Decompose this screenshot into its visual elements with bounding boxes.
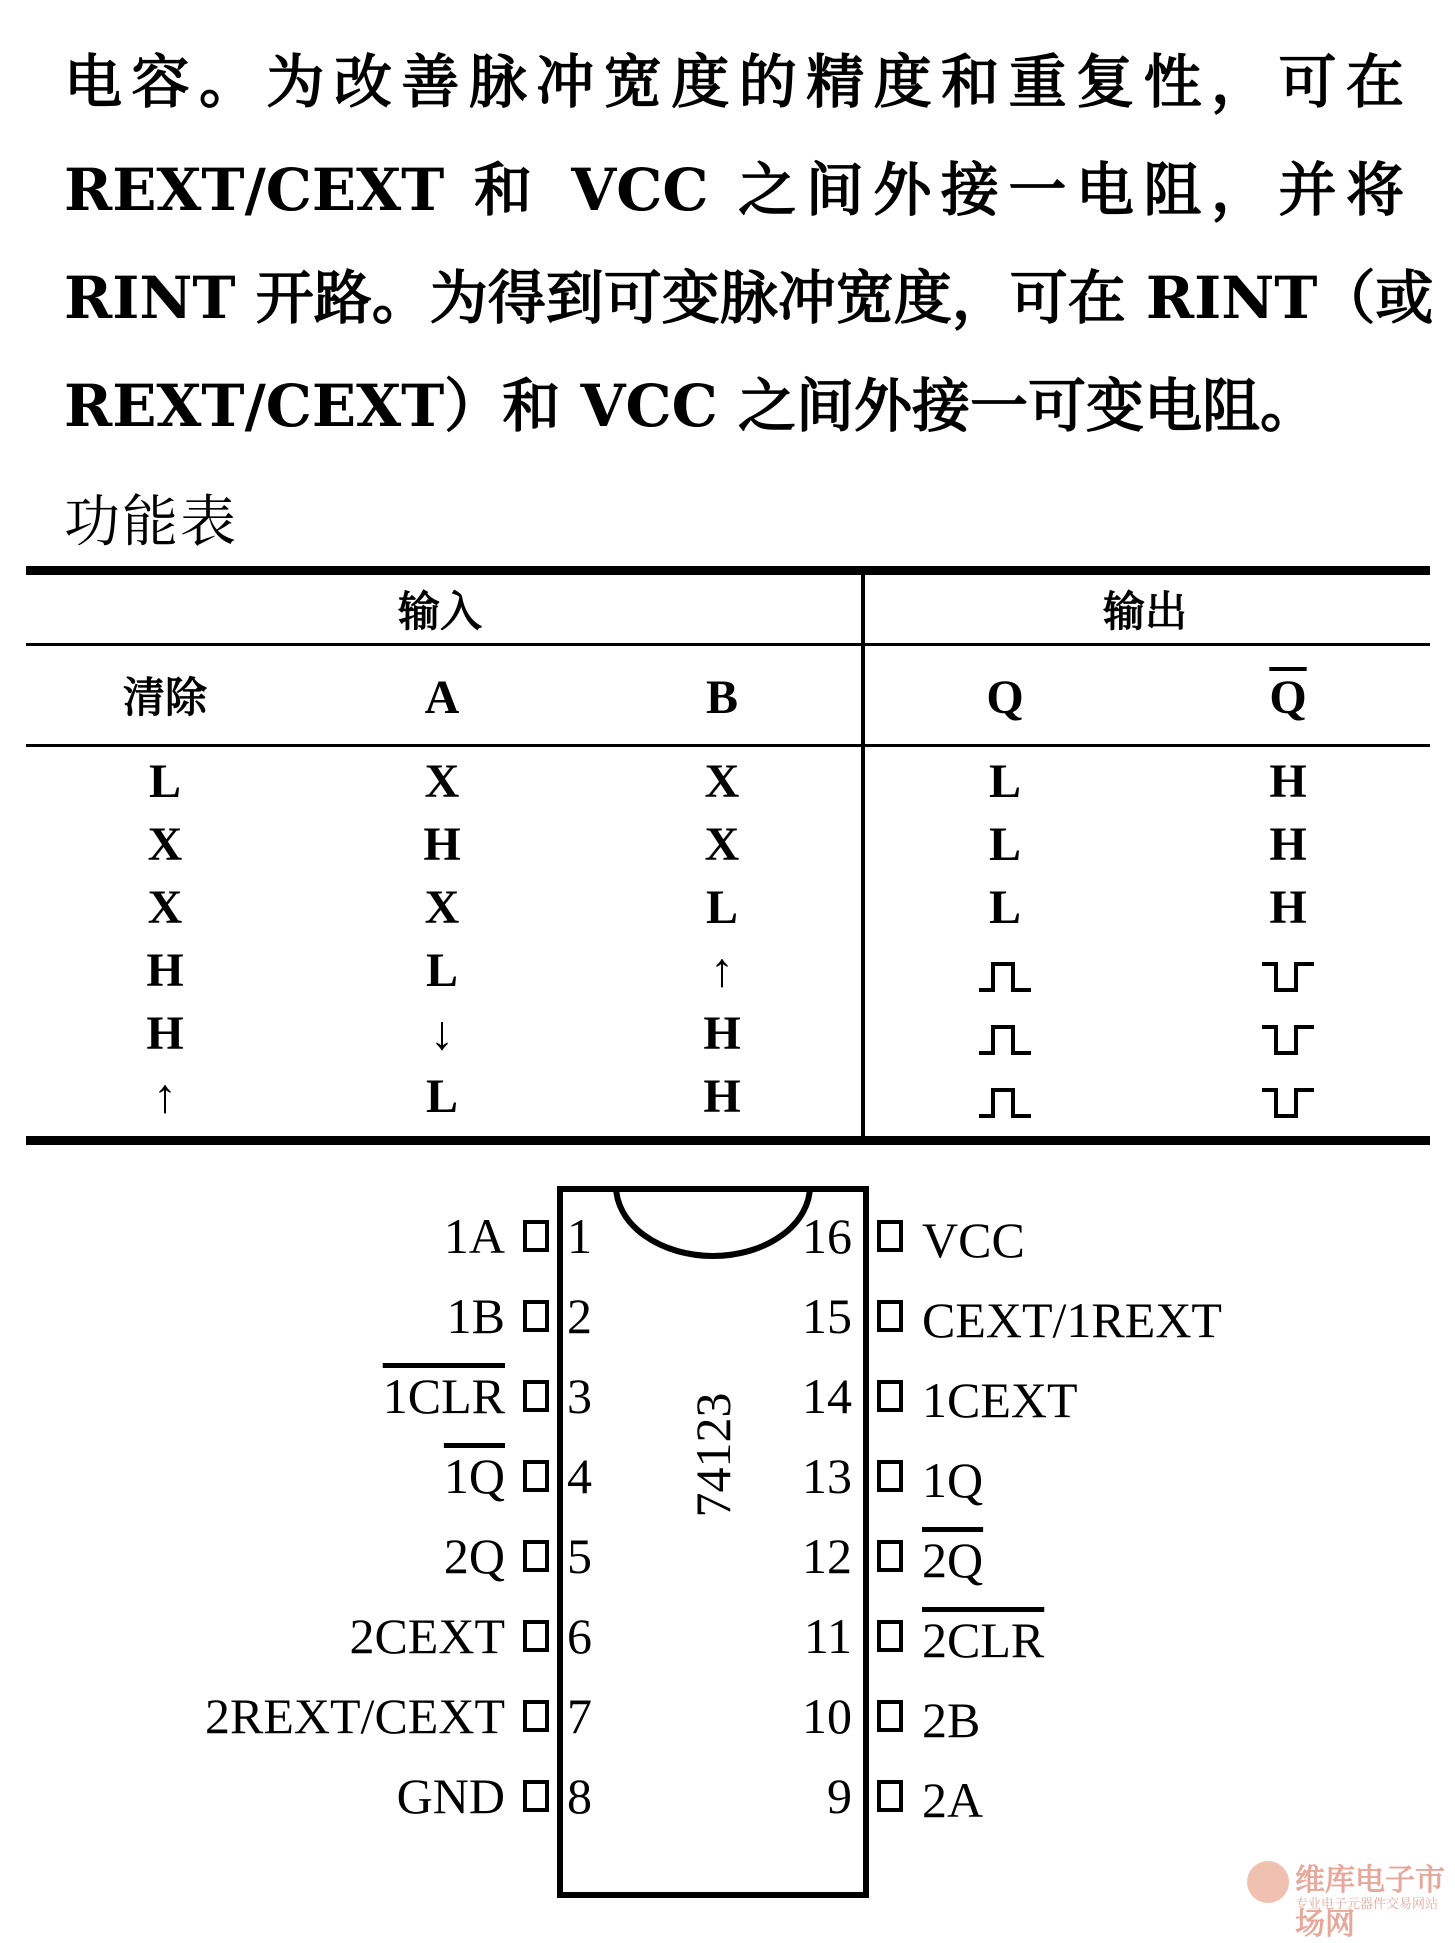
paragraph-line: 电容。为改善脉冲宽度的精度和重复性，可在 (64, 48, 1404, 116)
table-cell: X (147, 881, 183, 934)
pin-pad (523, 1540, 549, 1572)
table-cell: L (705, 881, 738, 934)
chip-name: 74123 (685, 1392, 741, 1518)
table-cell: H (1269, 818, 1307, 871)
table-divider (861, 575, 865, 1136)
pin-label: CEXT/1REXT (922, 1292, 1222, 1348)
pulse-high-icon (905, 941, 1105, 1011)
pin-label: VCC (922, 1212, 1025, 1268)
pin-label: 2A (922, 1772, 984, 1828)
pin-pad (877, 1780, 903, 1812)
table-cell: H (703, 1007, 741, 1060)
pulse-low-icon (1188, 1004, 1388, 1074)
pin-label: 2B (922, 1692, 981, 1748)
pin-pad (877, 1300, 903, 1332)
pin-number: 3 (567, 1368, 592, 1424)
watermark-logo-icon (1247, 1861, 1289, 1903)
pin-number: 2 (567, 1288, 592, 1344)
table-cell: L (425, 1070, 458, 1123)
col-header-b: B (705, 671, 738, 724)
pin-pad (523, 1220, 549, 1252)
pin-label: 2CLR (922, 1612, 1045, 1668)
paragraph-line: REXT/CEXT 和 VCC 之间外接一电阻，并将 (64, 156, 1404, 224)
chip-notch (613, 1186, 813, 1266)
pin-pad (877, 1220, 903, 1252)
table-cell: ↑ (153, 1070, 177, 1123)
pin-label: 2Q (922, 1532, 984, 1588)
watermark-main: 维库电子市场网 (1295, 1863, 1445, 1942)
pin-pad (523, 1300, 549, 1332)
pin-pad (523, 1620, 549, 1652)
pulse-high-icon (905, 1004, 1105, 1074)
pin-label: 1CEXT (922, 1372, 1078, 1428)
pin-number: 13 (802, 1448, 852, 1504)
table-cell: H (423, 818, 461, 871)
pin-number: 1 (567, 1208, 592, 1264)
pin-number: 4 (567, 1448, 592, 1504)
pulse-low-icon (1188, 1067, 1388, 1137)
pin-number: 5 (567, 1528, 592, 1584)
inputs-header: 输入 (397, 587, 482, 636)
table-cell: L (988, 881, 1021, 934)
pin-pad (523, 1780, 549, 1812)
table-cell: H (703, 1070, 741, 1123)
pin-number: 14 (802, 1368, 852, 1424)
table-columns-rule (26, 744, 1430, 747)
table-cell: X (704, 755, 740, 808)
table-cell: ↓ (430, 1007, 454, 1060)
watermark (1247, 1855, 1447, 1942)
pin-label: 1A (443, 1208, 505, 1264)
table-top-rule (26, 566, 1430, 575)
pin-number: 7 (567, 1688, 592, 1744)
table-cell: L (148, 755, 181, 808)
col-header-a: A (424, 671, 460, 724)
paragraph-line: REXT/CEXT）和 VCC 之间外接一可变电阻。 (64, 372, 1318, 440)
pin-number: 8 (567, 1768, 592, 1824)
table-cell: H (1269, 755, 1307, 808)
pin-number: 16 (802, 1208, 852, 1264)
pin-label: GND (396, 1768, 505, 1824)
pin-pad (877, 1540, 903, 1572)
pin-pad (877, 1380, 903, 1412)
table-header-rule (26, 643, 1430, 646)
pin-pad (877, 1460, 903, 1492)
col-header-q: Q (986, 671, 1024, 724)
paragraph-line: RINT 开路。为得到可变脉冲宽度，可在 RINT（或 (64, 264, 1434, 332)
table-cell: X (424, 881, 460, 934)
table-cell: L (988, 755, 1021, 808)
pin-label: 1CLR (382, 1368, 505, 1424)
pin-label: 1B (446, 1288, 505, 1344)
table-cell: L (425, 944, 458, 997)
table-cell: X (424, 755, 460, 808)
pulse-high-icon (905, 1067, 1105, 1137)
description-paragraph (64, 28, 1434, 460)
pin-pad (523, 1460, 549, 1492)
table-cell: H (146, 1007, 184, 1060)
pin-label: 1Q (443, 1448, 505, 1504)
table-bottom-rule (26, 1136, 1430, 1145)
pin-label: 2CEXT (349, 1608, 505, 1664)
pin-pad (523, 1380, 549, 1412)
col-header-q-bar: $\overline{Q}$ (1269, 671, 1307, 724)
table-cell: L (988, 818, 1021, 871)
col-header-clear: 清除 (122, 673, 207, 722)
pin-number: 12 (802, 1528, 852, 1584)
pulse-low-icon (1188, 941, 1388, 1011)
table-cell: X (147, 818, 183, 871)
pin-label: 1Q (922, 1452, 984, 1508)
outputs-header: 输出 (1102, 587, 1187, 636)
pin-label: 2REXT/CEXT (205, 1688, 505, 1744)
pin-pad (877, 1620, 903, 1652)
table-title: 功能表 (64, 490, 238, 555)
table-cell: H (1269, 881, 1307, 934)
pin-number: 9 (827, 1768, 852, 1824)
pin-number: 11 (803, 1608, 852, 1664)
pin-number: 10 (802, 1688, 852, 1744)
pin-number: 6 (567, 1608, 592, 1664)
pin-pad (523, 1700, 549, 1732)
pin-number: 15 (802, 1288, 852, 1344)
table-cell: X (704, 818, 740, 871)
pin-pad (877, 1700, 903, 1732)
table-cell: ↑ (710, 944, 734, 997)
pin-label: 2Q (443, 1528, 505, 1584)
watermark-sub: 专业电子元器件交易网站 (1295, 1897, 1439, 1912)
table-cell: H (146, 944, 184, 997)
